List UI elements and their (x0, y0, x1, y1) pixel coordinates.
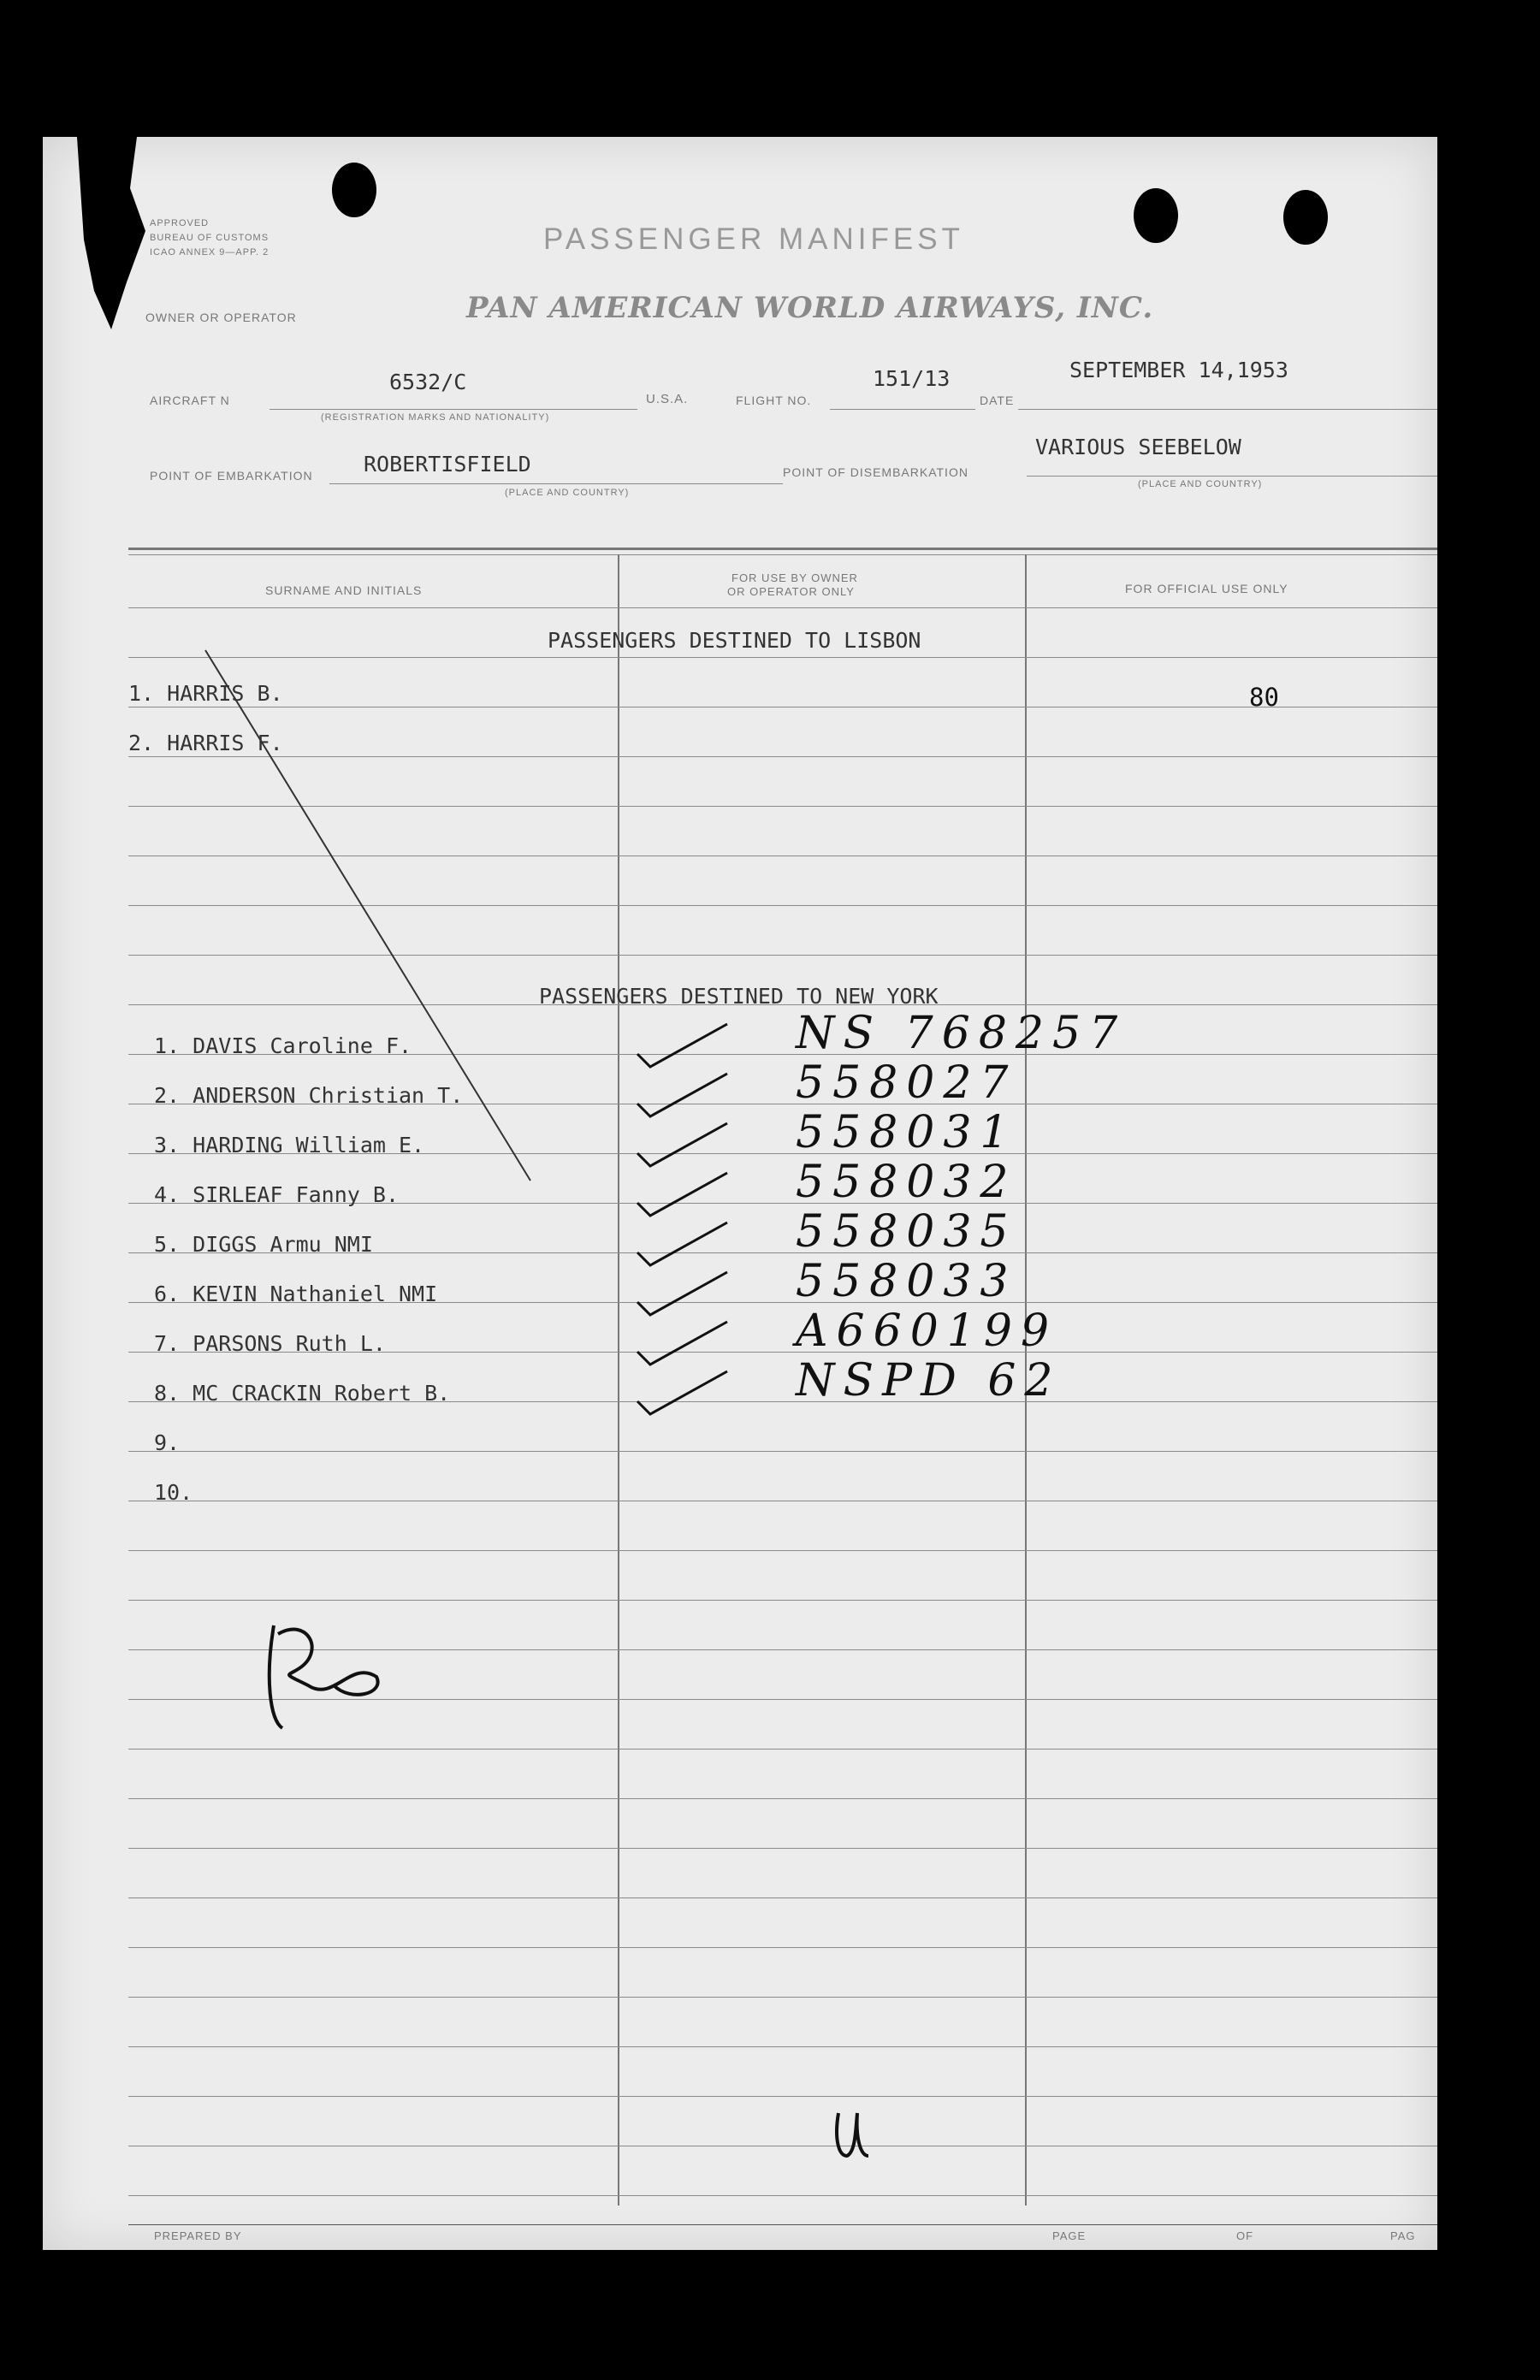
table-row (154, 1381, 450, 1406)
rule-line (128, 2046, 1437, 2047)
torn-corner (77, 137, 145, 334)
table-row (154, 1033, 412, 1058)
passenger-name: HARDING William E. (192, 1133, 425, 1157)
rule-line (128, 1798, 1437, 1799)
list-item: 1. HARRIS B. (128, 681, 283, 706)
aircraft-label: AIRCRAFT N (150, 394, 230, 407)
row-number: 9. (154, 1430, 181, 1455)
date-label: DATE (980, 394, 1015, 407)
row-number: 3. (154, 1133, 181, 1157)
rule-line (128, 1550, 1437, 1551)
usa-label: U.S.A. (646, 392, 689, 406)
flight-label: FLIGHT NO. (736, 394, 812, 407)
check-mark-icon (633, 1367, 736, 1418)
page-label: PAGE (1052, 2229, 1087, 2242)
row-number: 6. (154, 1282, 181, 1306)
rule-line (128, 2195, 1437, 2196)
row-number: 5. (154, 1232, 181, 1257)
aircraft-value: 6532/C (389, 370, 467, 394)
rule-line (128, 607, 1437, 608)
passenger-name: DAVIS Caroline F. (192, 1033, 412, 1058)
date-value: SEPTEMBER 14,1953 (1069, 358, 1288, 382)
pen-mark (830, 2105, 881, 2173)
form-ref-3: ICAO ANNEX 9—APP. 2 (150, 247, 270, 258)
check-mark-icon (633, 1069, 736, 1121)
table-row (154, 1083, 463, 1108)
form-ref-1: APPROVED (150, 218, 210, 228)
lisbon-heading: PASSENGERS DESTINED TO LISBON (548, 628, 921, 653)
punch-hole (1283, 190, 1328, 245)
row-number: 2. (154, 1083, 181, 1108)
passenger-name: KEVIN Nathaniel NMI (192, 1282, 438, 1306)
passenger-name: DIGGS Armu NMI (192, 1232, 373, 1257)
rule-line (128, 1451, 1437, 1452)
registration-caption: (REGISTRATION MARKS AND NATIONALITY) (321, 412, 550, 423)
handwritten-number: 558027 (796, 1057, 1017, 1109)
owner-label: OWNER OR OPERATOR (145, 311, 297, 324)
official-mark: 80 (1249, 683, 1279, 712)
col-owner-2: OR OPERATOR ONLY (727, 585, 855, 598)
disembark-value: VARIOUS SEEBELOW (1035, 435, 1241, 459)
handwritten-number: 558032 (796, 1157, 1017, 1208)
rule-line (128, 1848, 1437, 1849)
form-ref-2: BUREAU OF CUSTOMS (150, 233, 270, 243)
col-surname: SURNAME AND INITIALS (265, 583, 423, 597)
handwritten-number: 558033 (796, 1256, 1017, 1307)
flight-value: 151/13 (873, 366, 951, 391)
of-label: OF (1236, 2229, 1254, 2242)
check-mark-icon (633, 1119, 736, 1170)
rule-line (128, 1947, 1437, 1948)
check-mark-icon (633, 1268, 736, 1319)
check-mark-icon (633, 1020, 736, 1071)
list-item: 2. HARRIS F. (128, 731, 283, 755)
row-number: 4. (154, 1182, 181, 1207)
check-mark-icon (633, 1169, 736, 1220)
handwritten-number: A660199 (796, 1305, 1058, 1357)
handwritten-number: NSPD 62 (796, 1355, 1062, 1406)
rule-line (128, 1897, 1437, 1898)
row-number: 1. (154, 1033, 181, 1058)
table-row (154, 1232, 373, 1257)
rule-line (128, 1600, 1437, 1601)
disembark-label: POINT OF DISEMBARKATION (783, 465, 968, 479)
row-number: 10. (154, 1480, 193, 1505)
handwritten-number: 558031 (796, 1107, 1017, 1158)
page-title: PASSENGER MANIFEST (543, 222, 964, 256)
table-row (154, 1282, 437, 1306)
place-caption: (PLACE AND COUNTRY) (505, 488, 630, 498)
row-number: 7. (154, 1331, 181, 1356)
handwritten-number: NS 768257 (796, 1008, 1127, 1059)
passenger-name: SIRLEAF Fanny B. (192, 1182, 399, 1207)
passenger-name: ANDERSON Christian T. (192, 1083, 464, 1108)
col-owner-1: FOR USE BY OWNER (732, 571, 858, 584)
newyork-heading: PASSENGERS DESTINED TO NEW YORK (539, 984, 939, 1009)
table-row (154, 1331, 386, 1356)
col-official: FOR OFFICIAL USE ONLY (1125, 582, 1288, 595)
prepared-by-label: PREPARED BY (154, 2229, 242, 2242)
place-caption: (PLACE AND COUNTRY) (1138, 479, 1263, 489)
manifest-sheet (43, 137, 1437, 2250)
operator-name: PAN AMERICAN WORLD AIRWAYS, INC. (466, 291, 1154, 325)
table-row (154, 1133, 424, 1157)
table-row (154, 1182, 399, 1207)
passenger-name: MC CRACKIN Robert B. (192, 1381, 451, 1406)
pages-label: PAG (1390, 2229, 1416, 2242)
check-mark-icon (633, 1218, 736, 1270)
punch-hole (332, 163, 376, 217)
embark-value: ROBERTISFIELD (364, 452, 531, 477)
check-mark-icon (633, 1317, 736, 1369)
table-row (154, 1480, 192, 1505)
initials-mark (248, 1608, 402, 1745)
embark-label: POINT OF EMBARKATION (150, 469, 313, 483)
passenger-name: PARSONS Ruth L. (192, 1331, 386, 1356)
punch-hole (1134, 188, 1178, 243)
row-number: 8. (154, 1381, 181, 1406)
rule-line (128, 2096, 1437, 2097)
rule-line (128, 1997, 1437, 1998)
handwritten-number: 558035 (796, 1206, 1017, 1258)
table-row (154, 1430, 180, 1455)
